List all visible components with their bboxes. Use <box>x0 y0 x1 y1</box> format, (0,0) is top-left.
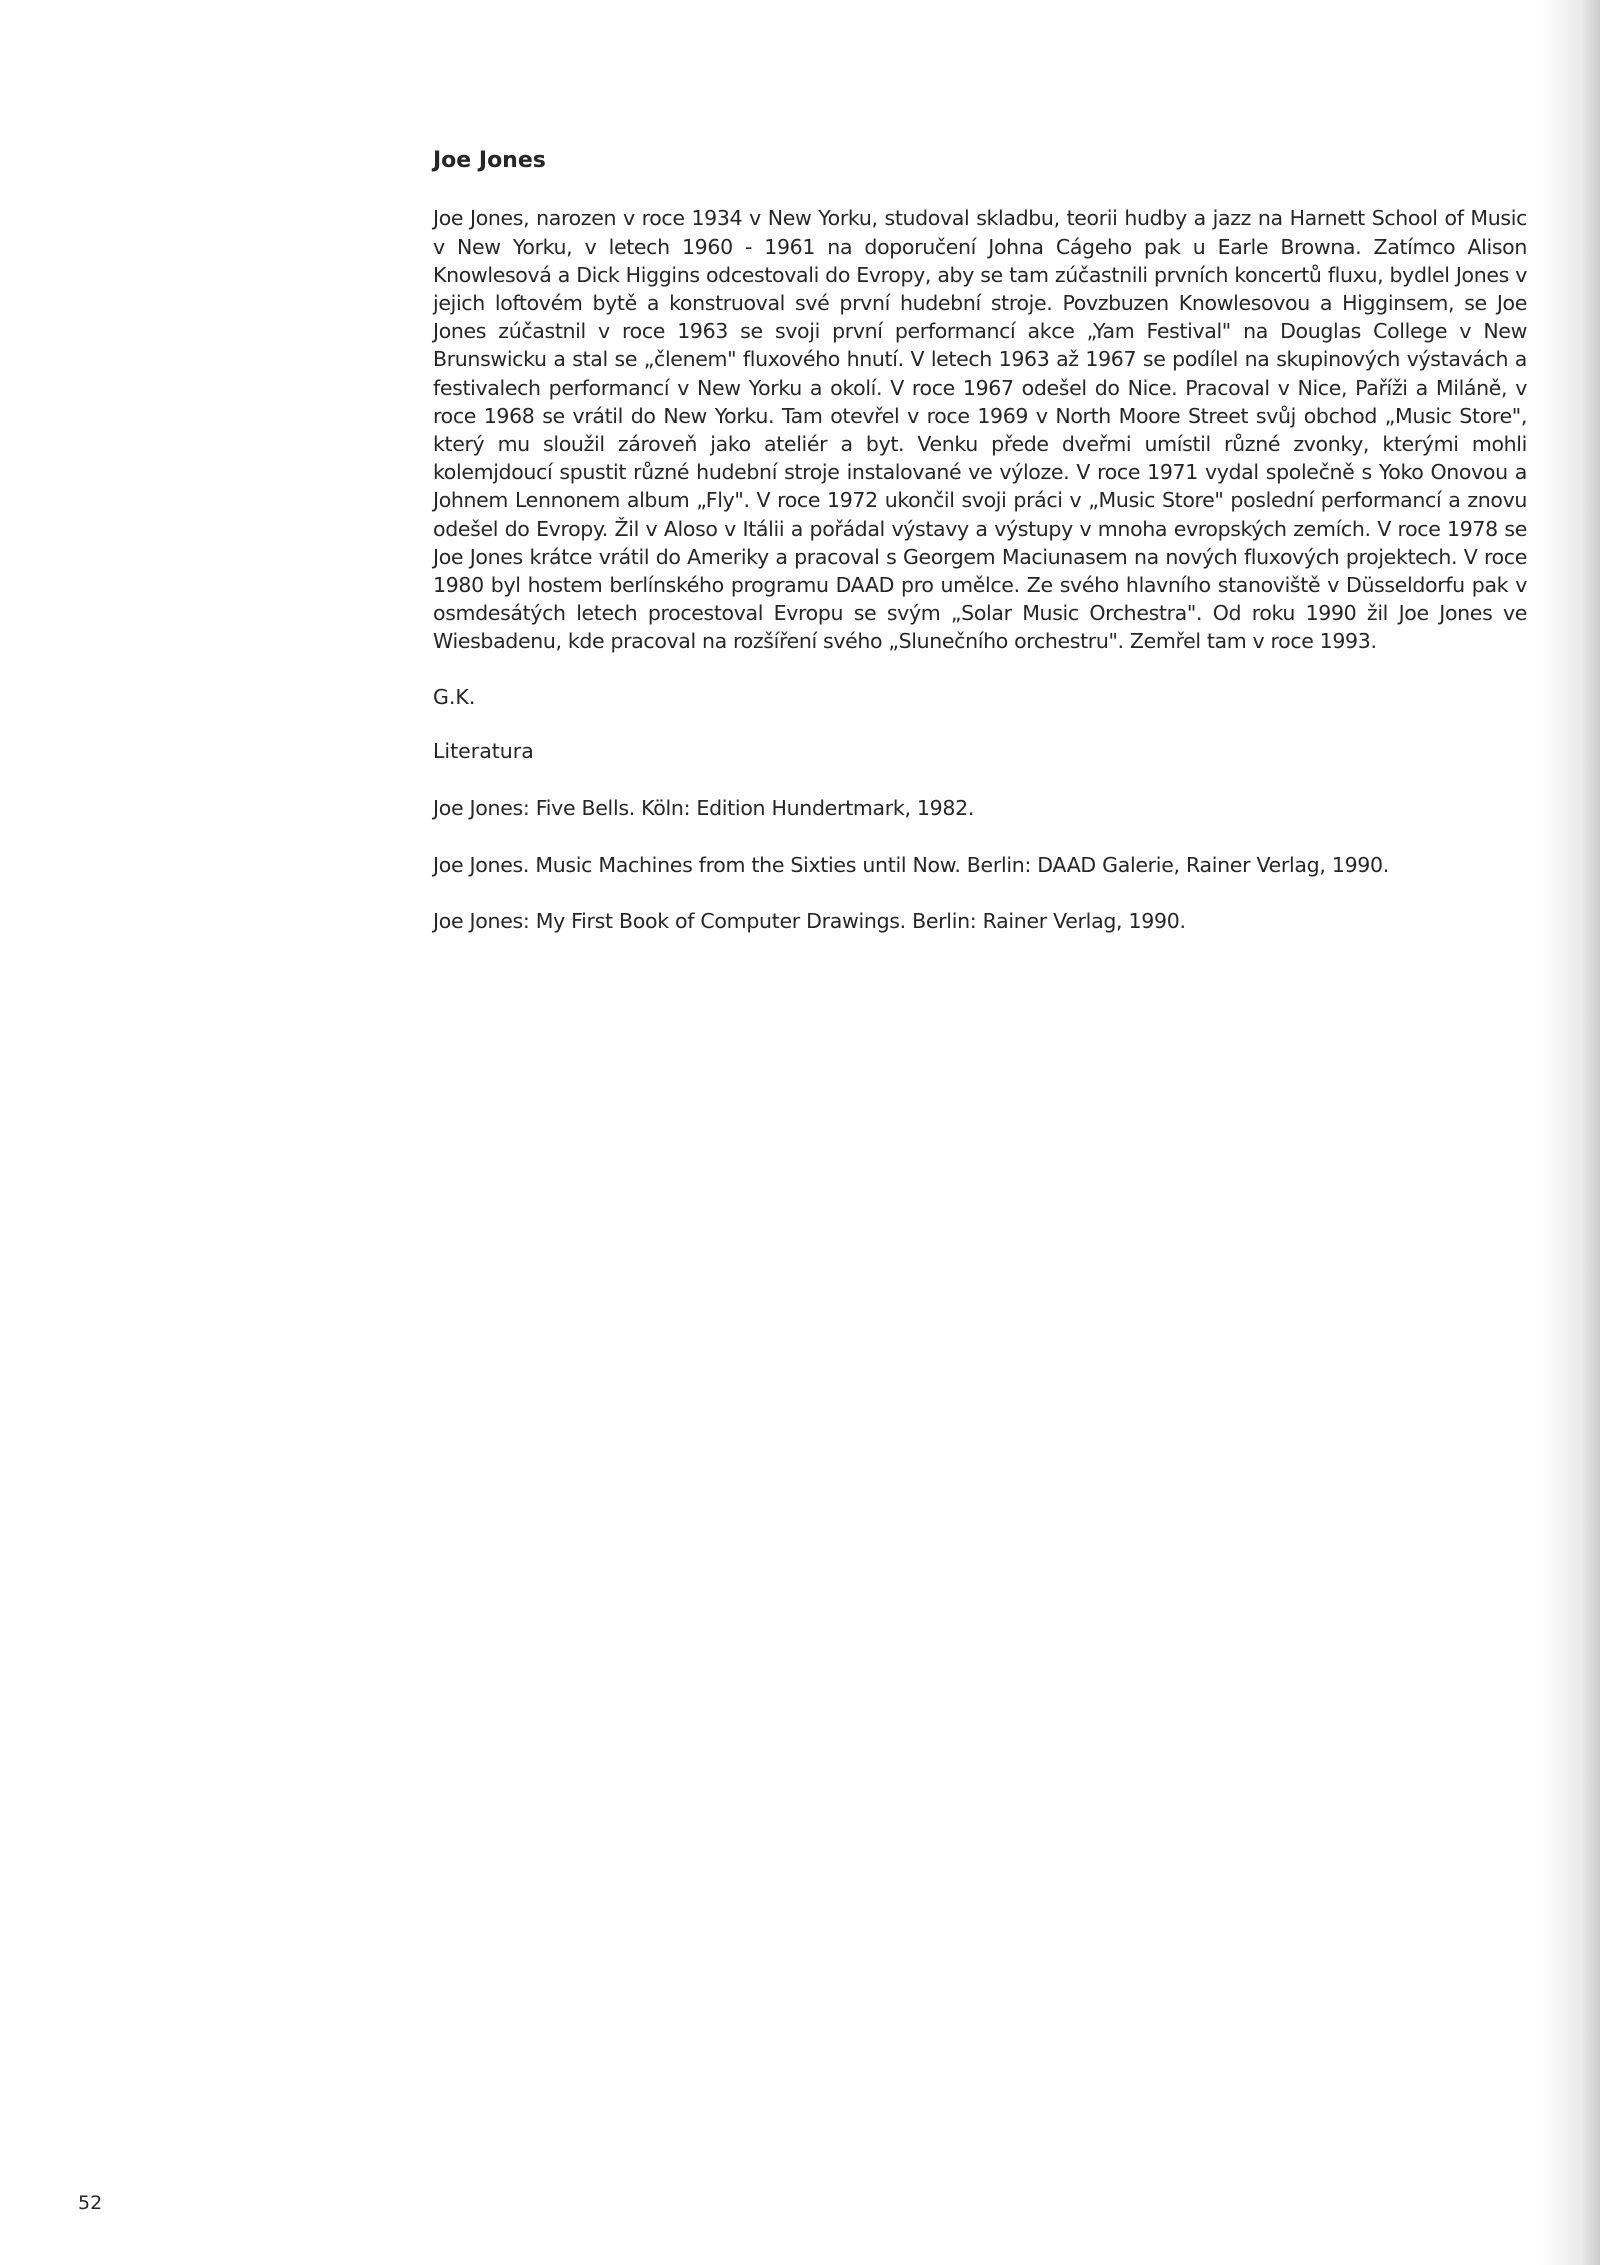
article-body: Joe Jones, narozen v roce 1934 v New Yorku, studoval skladbu, teorii hudby a jazz na Harnett School of Music v New Yorku, v letech 1960 - 1961 na doporučení Johna Cágeho pak u Earle Browna. Zatímco Alison Knowlesová a Dick Higgins odcestovali do Evropy, aby se tam zúčastnili prvních koncertů fluxu, bydlel Jones v jejich loftovém bytě a konstruoval své první hudební stroje. Povzbuzen Knowlesovou a Higginsem, se Joe Jones zúčastnil v roce 1963 se svoji první performancí akce „Yam Festival" na Douglas College v New Brunswicku a stal se „členem" fluxového hnutí. V letech 1963 až 1967 se podílel na skupinových výstavách a festivalech performancí v New Yorku a okolí. V roce 1967 odešel do Nice. Pracoval v Nice, Paříži a Miláně, v roce 1968 se vrátil do New Yorku. Tam otevřel v roce 1969 v North Moore Street svůj obchod „Music Store", který mu sloužil zároveň jako ateliér a byt. Venku přede dveřmi umístil různé zvonky, kterými mohli kolemjdoucí spustit různé hudební stroje instalované ve výloze. V roce 1971 vydal společně s Yoko Onovou a Johnem Lennonem album „Fly". V roce 1972 ukončil svoji práci v „Music Store" poslední performancí a znovu odešel do Evropy. Žil v Aloso v Itálii a pořádal výstavy a výstupy v mnoha evropských zemích. V roce 1978 se Joe Jones krátce vrátil do Ameriky a pracoval s Georgem Maciunasem na nových fluxových projektech. V roce 1980 byl hostem berlínského programu DAAD pro umělce. Ze svého hlavního stanoviště v Düsseldorfu pak v osmdesátých letech procestoval Evropu se svým „Solar Music Orchestra". Od roku 1990 žil Joe Jones ve Wiesbadenu, kde pracoval na rozšíření svého „Slunečního orchestru". Zemřel tam v roce 1993. <box>433 206 1527 654</box>
article-title: Joe Jones <box>433 148 546 173</box>
literature-item: Joe Jones: Five Bells. Köln: Edition Hundertmark, 1982. <box>433 795 975 820</box>
literature-heading: Literatura <box>433 739 534 764</box>
literature-item: Joe Jones. Music Machines from the Sixties until Now. Berlin: DAAD Galerie, Rainer Verlag, 1990. <box>433 852 1390 877</box>
article <box>433 148 1527 935</box>
author-initials: G.K. <box>433 684 476 709</box>
literature-item: Joe Jones: My First Book of Computer Drawings. Berlin: Rainer Verlag, 1990. <box>433 909 1186 934</box>
literature-list <box>433 795 1527 935</box>
page-number: 52 <box>78 2192 103 2214</box>
page-edge-shadow <box>1540 0 1600 2265</box>
